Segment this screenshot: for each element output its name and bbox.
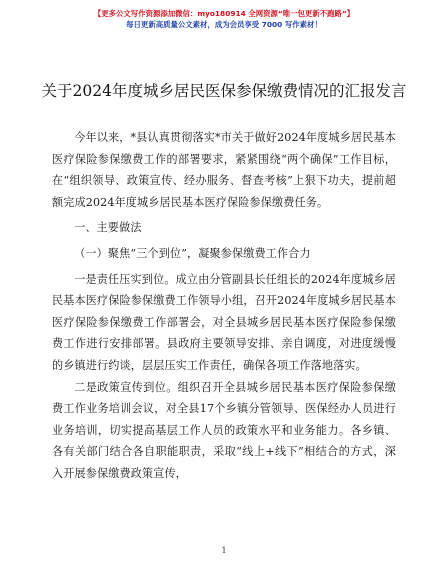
body-paragraph: 二是政策宣传到位。组织召开全县城乡居民基本医疗保险参保缴费工作业务培训会议，对全县17个乡镇分管领导、医保经办人员进行业务培训，切实提高基层工作人员的政策水平和业务能力。各乡镇、各有关部门结合各自职能职责，采取“线上+线下”相结合的方式，深入开展参保缴费政策宣传， [52, 380, 396, 480]
promo-banner-line-1: 【更多公文写作资源添加微信：myo180914 全网资源“唯一包更新不跑路”】 [93, 9, 355, 18]
body-paragraph: 一是责任压实到位。成立由分管副县长任组长的2024年度城乡居民基本医疗保险参保缴费工作领导小组，召开2024年度城乡居民基本医疗保险参保缴费工作部署会，对全县城乡居民基本医疗保险参保缴费工作进行安排部署。县政府主要领导安排、亲自调度，对进度缓慢的乡镇进行约谈，层层压实工作责任，确保各项工作落地落实。 [52, 272, 396, 372]
document-body [52, 127, 396, 485]
document-title: 关于2024年度城乡居民医保参保缴费情况的汇报发言 [41, 82, 407, 100]
intro-paragraph: 今年以来，*县认真贯彻落实*市关于做好2024年度城乡居民基本医疗保险参保缴费工作的部署要求，紧紧围绕“两个确保”工作目标，在“组织领导、政策宣传、经办服务、督查考核”上狠下功夫，提前超额完成2024年度城乡居民基本医疗保险参保缴费任务。 [52, 131, 396, 209]
section-heading: 一、主要做法 [74, 221, 142, 235]
page-number: 1 [221, 546, 227, 555]
promo-banner [0, 9, 448, 30]
promo-banner-line-2: 每日更新高质量公文素材，成为会员享受 7000 写作素材！ [126, 20, 322, 29]
subsection-heading: （一）聚焦“三个到位”，凝聚参保缴费工作合力 [74, 246, 311, 260]
